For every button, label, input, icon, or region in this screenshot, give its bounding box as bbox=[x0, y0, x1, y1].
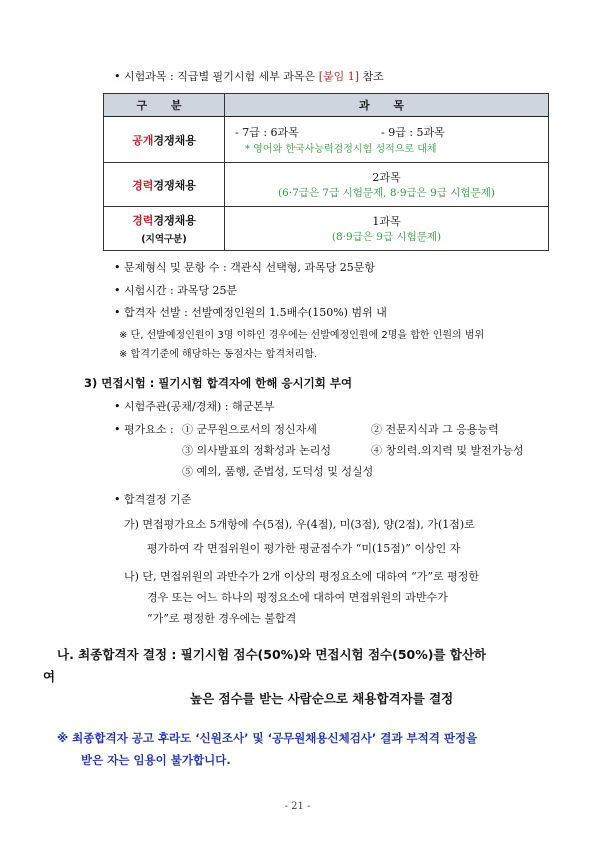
subject-note: (8·9급은 9급 시험문제) bbox=[331, 231, 442, 243]
exam-subjects-table bbox=[103, 93, 549, 251]
interview-heading: 3) 면접시험 : 필기시험 합격자에 한해 응시기회 부여 bbox=[84, 376, 353, 390]
eval-label: • 평가요소 : bbox=[114, 423, 174, 436]
category-highlight: 경력 bbox=[132, 214, 154, 227]
subject-note: * 영어와 한국사능력검정시험 성적으로 대체 bbox=[245, 144, 437, 155]
warning-line-1: ※ 최종합격자 공고 후라도 ‘신원조사’ 및 ‘공무원채용신체검사’ 결과 부적격 판정을 bbox=[57, 731, 478, 745]
category-rest: 경쟁채용 bbox=[153, 214, 196, 227]
pass-criteria-na-2: 경우 또는 어느 하나의 평정요소에 대하여 면접위원의 과반수가 bbox=[147, 591, 448, 604]
exam-time: • 시험시간 : 과목당 25분 bbox=[114, 284, 238, 297]
header-subjects: 과 목 bbox=[225, 94, 549, 117]
row-category bbox=[104, 163, 225, 207]
final-decision-line-1: 나. 최종합격자 결정 : 필기시험 점수(50%)와 면접시험 점수(50%)를 합산하 bbox=[57, 647, 487, 662]
question-format: • 문제형식 및 문항 수 : 객관식 선택형, 과목당 25문항 bbox=[114, 261, 376, 274]
table-row bbox=[104, 117, 549, 163]
table-row bbox=[104, 163, 549, 207]
category-subtitle: (지역구분) bbox=[141, 234, 187, 245]
warning-line-2: 받은 자는 임용이 불가합니다. bbox=[81, 753, 231, 767]
final-decision-line-3: 높은 점수를 받는 사람순으로 채용합격자를 결정 bbox=[190, 691, 454, 706]
row-subjects bbox=[225, 117, 549, 163]
row-subjects bbox=[225, 163, 549, 207]
exam-subjects-line bbox=[114, 68, 384, 84]
pass-criteria-ga-2: 평가하여 각 면접위원이 평가한 평균점수가 “미(15점)” 이상인 자 bbox=[147, 542, 461, 555]
interview-host: • 시험주관(공채/경채) : 해군본부 bbox=[114, 400, 275, 413]
eval-item-2: ② 전문지식과 그 응용능력 bbox=[371, 423, 499, 436]
table-row bbox=[104, 207, 549, 251]
note-1: ※ 단, 선발예정인원이 3명 이하인 경우에는 선발예정인원에 2명을 합한 인원의 범위 bbox=[119, 330, 485, 341]
table-header-row bbox=[104, 94, 549, 117]
eval-item-4: ④ 창의력․의지력 및 발전가능성 bbox=[371, 444, 524, 457]
category-rest: 경쟁채용 bbox=[153, 178, 196, 192]
subject-count: 2과목 bbox=[372, 171, 401, 184]
pass-criteria-na-3: “가”로 평정한 경우에는 불합격 bbox=[147, 612, 297, 625]
row-category bbox=[104, 117, 225, 163]
note-2: ※ 합격기준에 해당하는 동점자는 합격처리함. bbox=[119, 349, 318, 360]
subject-count: 1과목 bbox=[372, 215, 401, 228]
exam-subjects-suffix: 참조 bbox=[359, 70, 384, 83]
subject-grade-7: - 7급 : 6과목 bbox=[235, 126, 299, 139]
eval-item-3: ③ 의사발표의 정확성과 논리성 bbox=[182, 444, 332, 457]
pass-criteria-ga-1: 가) 면접평가요소 5개항에 수(5점), 우(4점), 미(3점), 양(2점), 가(1점)로 bbox=[124, 518, 475, 531]
eval-item-5: ⑤ 예의, 품행, 준법성, 도덕성 및 성실성 bbox=[182, 465, 374, 478]
category-highlight: 공개 bbox=[132, 133, 154, 147]
exam-subjects-text: • 시험과목 : 직급별 필기시험 세부 과목은 bbox=[114, 70, 319, 83]
pass-selection: • 합격자 선발 : 선발예정인원의 1.5배수(150%) 범위 내 bbox=[114, 306, 387, 319]
pass-criteria-na-1: 나) 단, 면접위원의 과반수가 2개 이상의 평정요소에 대하여 “가”로 평정한 bbox=[124, 570, 480, 583]
subject-grade-9: - 9급 : 5과목 bbox=[381, 126, 445, 139]
category-highlight: 경력 bbox=[132, 178, 154, 192]
pass-decision-label: • 합격결정 기준 bbox=[114, 493, 192, 506]
page-number: - 21 - bbox=[284, 801, 311, 812]
appendix-reference: [붙임 1] bbox=[318, 70, 360, 83]
header-category: 구 분 bbox=[104, 94, 225, 117]
row-category bbox=[104, 207, 225, 251]
final-decision-line-2: 여 bbox=[43, 669, 56, 684]
row-subjects bbox=[225, 207, 549, 251]
category-rest: 경쟁채용 bbox=[153, 133, 196, 147]
eval-item-1: ① 군무원으로서의 정신자세 bbox=[182, 423, 317, 436]
subject-note: (6·7급은 7급 시험문제, 8·9급은 9급 시험문제) bbox=[278, 187, 495, 199]
